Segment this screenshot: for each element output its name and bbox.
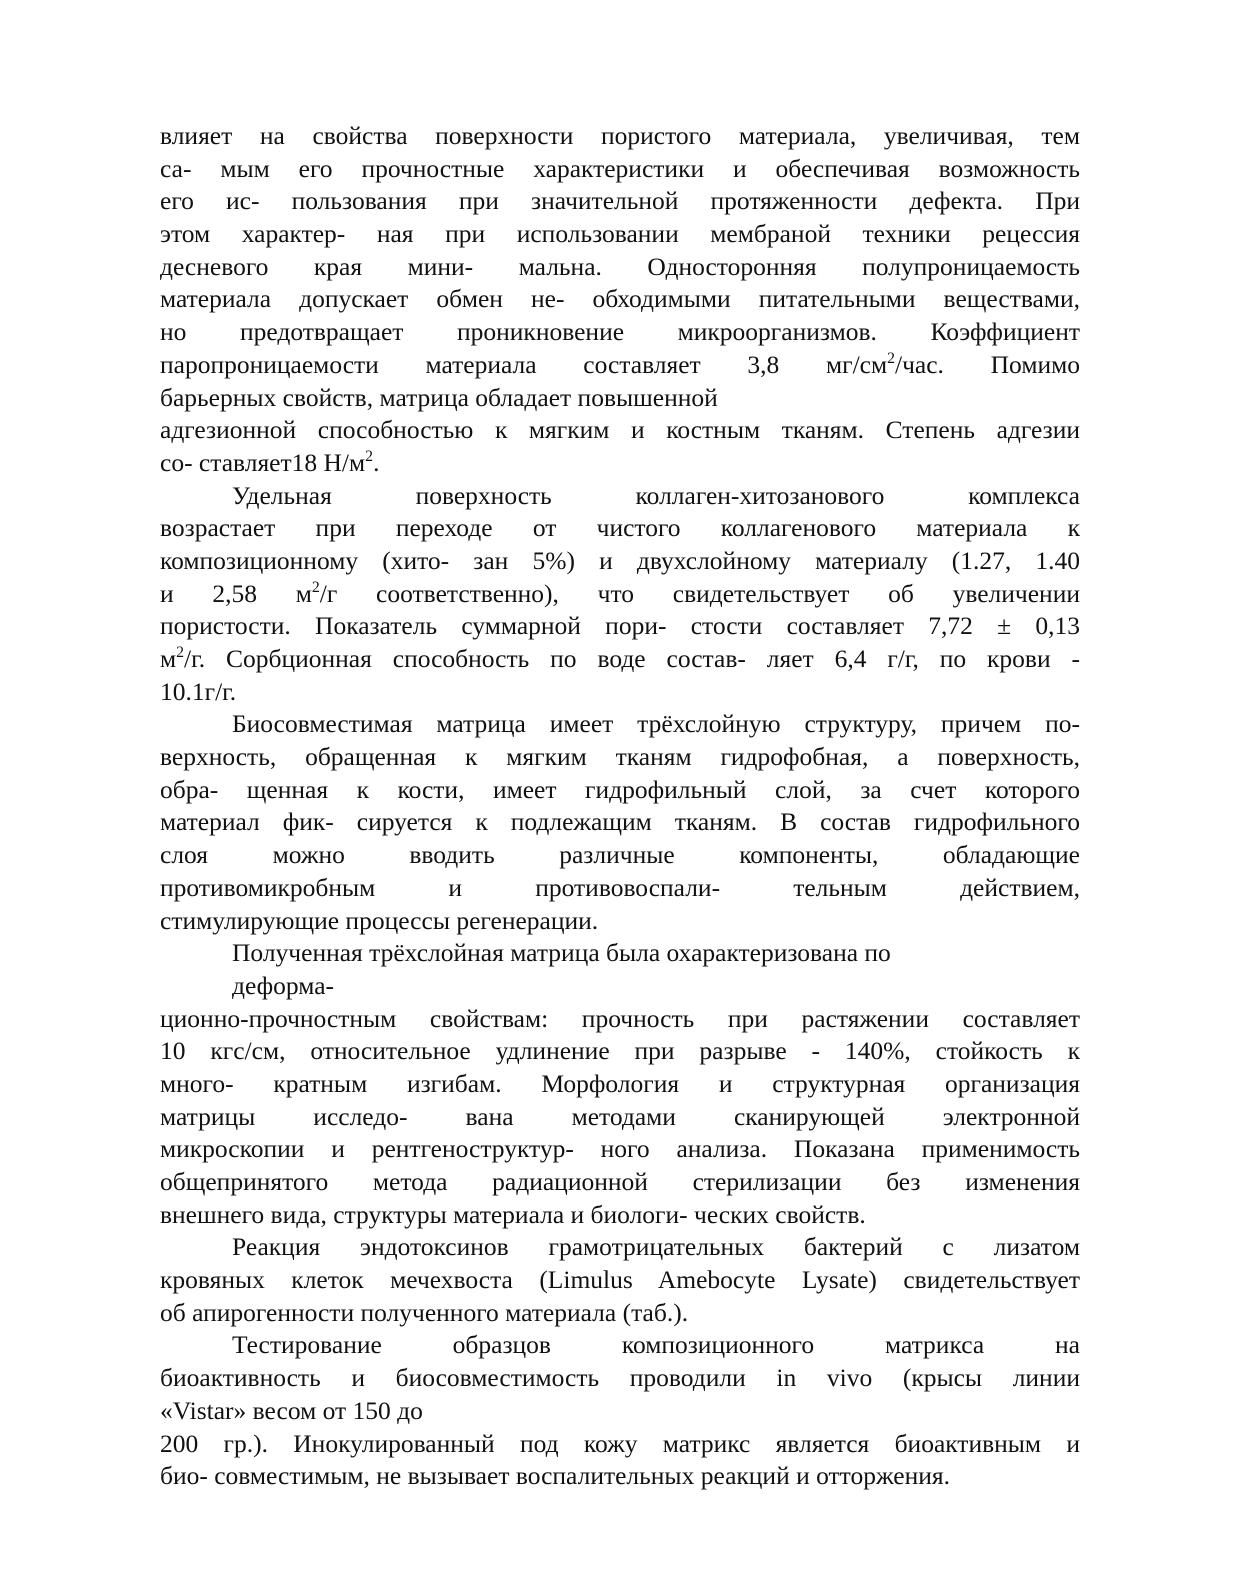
text-line: био- совместимым, не вызывает воспалительных реакций и отторжения. — [160, 1461, 950, 1491]
text-line: но предотвращает проникновение микроорганизмов. Коэффициент — [160, 317, 1080, 347]
text-line: много- кратным изгибам. Морфология и структурная организация — [160, 1068, 1080, 1098]
text-line: композиционному (хито- зан 5%) и двухслойному материалу (1.27, 1.40 — [160, 545, 1080, 575]
superscript: 2 — [365, 448, 374, 466]
text-line: об апирогенности полученного материала (таб.). — [160, 1297, 689, 1327]
text-line: деформа- — [232, 970, 335, 1000]
text-line: $м^2/г$. Сорбционная способность по воде состав- ляет 6,4 г/г, по крови - — [160, 644, 1080, 673]
text-line: со- ставляет18 $Н/м^2$. — [160, 447, 380, 477]
text-line: 200 гр.). Инокулированный под кожу матрикс является биоактивным и — [160, 1428, 1080, 1458]
text-line: его ис- пользования при значительной протяженности дефекта. При — [160, 186, 1080, 216]
text-line: 10 кгс/см, относительное удлинение при разрыве - 140%, стойкость к — [160, 1036, 1080, 1066]
text-line: пористости. Показатель суммарной пори- стости составляет 7,72 ± 0,13 — [160, 611, 1080, 641]
text-line: материала допускает обмен не- обходимыми питательными веществами, — [160, 284, 1080, 314]
text-line: адгезионной способностью к мягким и костным тканям. Степень адгезии — [160, 415, 1080, 445]
text-line: этом характер- ная при использовании мембраной техники рецессия — [160, 219, 1080, 249]
text-line: Удельная поверхность коллаген-хитозанового комплекса — [232, 480, 1080, 510]
text-line: Биосовместимая матрица имеет трёхслойную структуру, причем по- — [232, 709, 1080, 739]
text-line: внешнего вида, структуры материала и биологи- ческих свойств. — [160, 1199, 866, 1229]
text-line: и 2,58 $м^2/г$ соответственно), что свидетельствует об увеличении — [160, 578, 1080, 608]
text-line: ционно-прочностным свойствам: прочность при растяжении составляет — [160, 1003, 1080, 1033]
text-line: стимулирующие процессы регенерации. — [160, 905, 599, 935]
text-line: десневого края мини- мальна. Односторонняя полупроницаемость — [160, 251, 1080, 281]
text-line: Полученная трёхслойная матрица была охарактеризована по — [232, 938, 891, 968]
text-line: обра- щенная к кости, имеет гидрофильный слой, за счет которого — [160, 774, 1080, 804]
superscript: 2 — [311, 578, 320, 596]
text-line: са- мым его прочностные характеристики и обеспечивая возможность — [160, 153, 1080, 183]
text-line: Тестирование образцов композиционного матрикса на — [232, 1330, 1080, 1360]
text-line: кровяных клеток мечехвоста (Limulus Amebocyte Lysate) свидетельствует — [160, 1265, 1080, 1295]
text-line: возрастает при переходе от чистого коллагенового материала к — [160, 513, 1080, 543]
text-line: верхность, обращенная к мягким тканям гидрофобная, а поверхность, — [160, 742, 1080, 772]
superscript: 2 — [176, 644, 185, 662]
text-line: микроскопии и рентгеноструктур- ного анализа. Показана применимость — [160, 1134, 1080, 1164]
text-line: противомикробным и противовоспали- тельным действием, — [160, 872, 1080, 902]
text-line: Реакция эндотоксинов грамотрицательных бактерий с лизатом — [232, 1232, 1080, 1262]
text-line: 10.1г/г. — [160, 676, 237, 706]
text-line: паропроницаемости материала составляет 3,8 $мг/см^2$/час. Помимо — [160, 349, 1080, 379]
body-text — [160, 120, 1080, 1493]
text-line: влияет на свойства поверхности пористого материала, увеличивая, тем — [160, 121, 1080, 150]
superscript: 2 — [887, 350, 896, 368]
text-line: матрицы исследо- вана методами сканирующей электронной — [160, 1101, 1080, 1131]
text-line: «Vistar» весом от 150 до — [160, 1395, 423, 1425]
text-line: барьерных свойств, матрица обладает повышенной — [160, 382, 718, 412]
text-line: слоя можно вводить различные компоненты, обладающие — [160, 840, 1080, 870]
text-line: биоактивность и биосовместимость проводили in vivo (крысы линии — [160, 1363, 1080, 1393]
text-line: материал фик- сируется к подлежащим тканям. В состав гидрофильного — [160, 807, 1080, 837]
text-line: общепринятого метода радиационной стерилизации без изменения — [160, 1167, 1080, 1196]
